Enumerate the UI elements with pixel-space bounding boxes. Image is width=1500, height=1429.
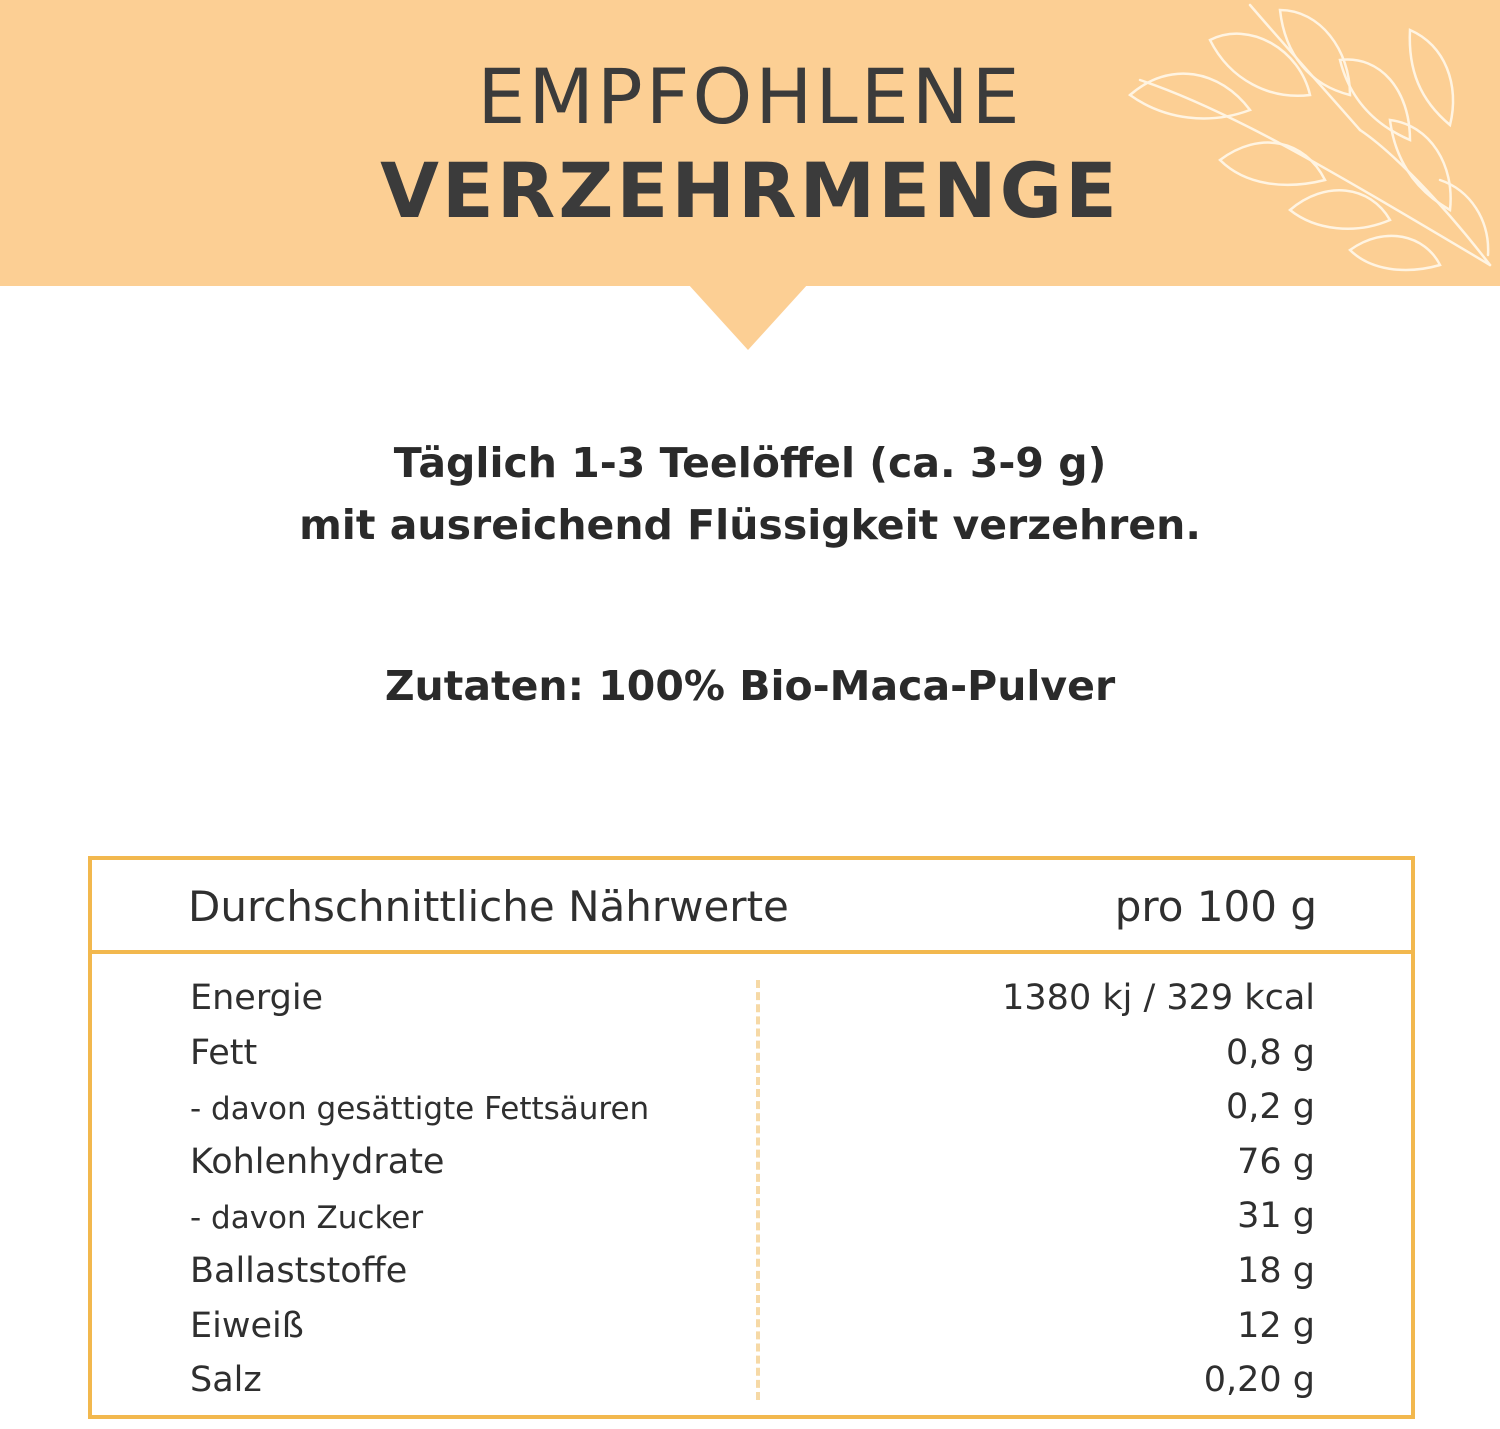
- nutrient-value: 0,8 g: [1225, 1032, 1315, 1073]
- nutrient-value: 0,2 g: [1225, 1087, 1315, 1128]
- wheat-branch-icon: [1110, 0, 1500, 290]
- table-row: [92, 1142, 1411, 1197]
- nutrient-label: Ballaststoffe: [190, 1250, 408, 1291]
- nutrition-header-unit: pro 100 g: [1114, 882, 1317, 931]
- nutrient-value: 0,20 g: [1203, 1360, 1315, 1401]
- table-row: [92, 1360, 1411, 1415]
- nutrient-value: 18 g: [1237, 1250, 1315, 1291]
- ingredients-text: Zutaten: 100% Bio-Maca-Pulver: [384, 662, 1116, 710]
- dosage-text: [0, 432, 1500, 556]
- nutrient-value: 12 g: [1237, 1305, 1315, 1346]
- nutrient-label: Energie: [190, 978, 324, 1018]
- nutrition-rows: [92, 978, 1411, 1415]
- nutrient-label: Fett: [190, 1032, 258, 1073]
- nutrient-label: Eiweiß: [190, 1305, 304, 1346]
- table-row: [92, 978, 1411, 1033]
- page-title-line1: EMPFOHLENE: [477, 52, 1023, 141]
- table-row: [92, 1251, 1411, 1306]
- nutrient-value: 76 g: [1237, 1141, 1315, 1182]
- table-row: [92, 1306, 1411, 1361]
- dosage-line1: Täglich 1-3 Teelöffel (ca. 3-9 g): [393, 439, 1107, 487]
- nutrition-table: [88, 856, 1415, 1419]
- nutrient-label: - davon gesättigte Fettsäuren: [190, 1091, 650, 1128]
- nutrition-table-header: [92, 860, 1411, 954]
- table-row: [92, 1196, 1411, 1251]
- table-row: [92, 1087, 1411, 1142]
- nutrient-value: 1380 kj / 329 kcal: [1002, 978, 1315, 1018]
- dosage-line2: mit ausreichend Flüssigkeit verzehren.: [299, 501, 1201, 549]
- nutrient-label: - davon Zucker: [190, 1200, 424, 1237]
- table-row: [92, 1033, 1411, 1088]
- nutrient-value: 31 g: [1237, 1196, 1315, 1237]
- nutrition-header-label: Durchschnittliche Nährwerte: [188, 882, 789, 931]
- page-title-line2: VERZEHRMENGE: [380, 146, 1120, 235]
- nutrient-label: Salz: [190, 1360, 262, 1401]
- nutrient-label: Kohlenhydrate: [190, 1141, 445, 1182]
